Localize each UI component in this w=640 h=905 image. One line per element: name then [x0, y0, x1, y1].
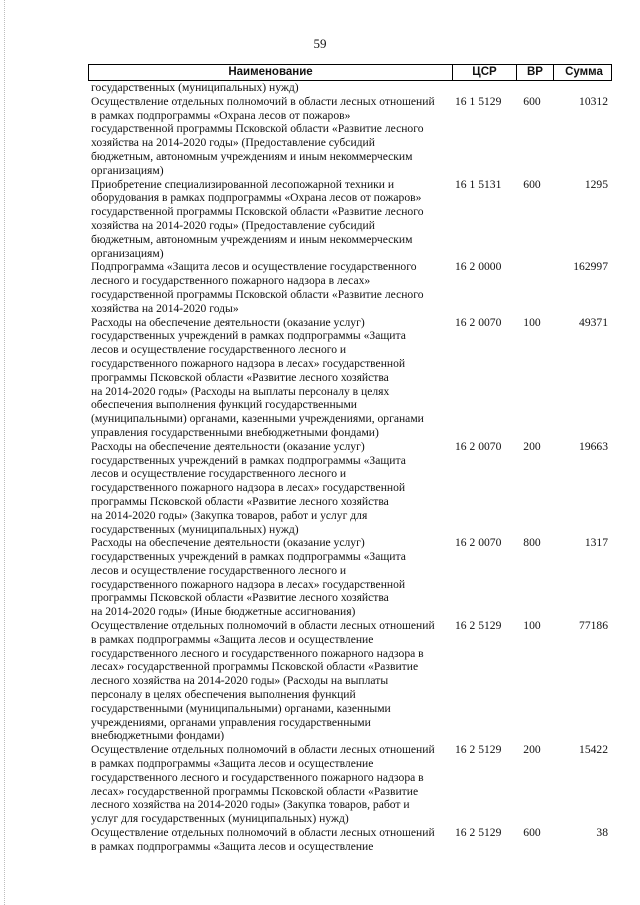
row-csr: 16 2 5129	[455, 619, 502, 633]
table-row	[88, 536, 612, 619]
row-vr: 800	[523, 536, 541, 550]
row-vr: 200	[523, 743, 541, 757]
row-sum: 77186	[579, 619, 608, 633]
row-csr: 16 2 5129	[455, 826, 502, 840]
row-csr: 16 2 0070	[455, 439, 502, 453]
row-vr: 100	[523, 619, 541, 633]
row-vr: 600	[523, 826, 541, 840]
row-sum: 49371	[579, 315, 608, 329]
row-name: Расходы на обеспечение деятельности (оказание услуг) государственных учреждений в рамках подпрограммы «Защита лесов и осуществление государственного лесного и государственного пожарного надзора в лесах» государственной программы Псковской области «Развитие лесного хозяйства на 2014-2020 годы» (Расходы на выплаты персоналу в целях обеспечения выполнения функций государственными (муниципальными) органами, казенными учреждениями, органами управления государственными внебюджетными фондами)	[91, 315, 424, 439]
row-sum: 1317	[584, 536, 608, 550]
row-sum	[550, 81, 610, 95]
row-vr	[514, 81, 550, 95]
row-vr: 200	[523, 439, 541, 453]
table-row	[88, 826, 612, 854]
row-name: Осуществление отдельных полномочий в области лесных отношений в рамках подпрограммы «Защита лесов и осуществление	[91, 826, 435, 853]
row-vr: 600	[523, 94, 541, 108]
table-row	[88, 619, 612, 743]
table-row	[88, 440, 612, 537]
table-row	[88, 178, 612, 261]
row-csr: 16 2 0070	[455, 315, 502, 329]
row-sum: 1295	[584, 177, 608, 191]
row-sum: 19663	[579, 439, 608, 453]
row-csr: 16 1 5131	[455, 177, 502, 191]
table-header	[88, 64, 612, 81]
row-name: Подпрограмма «Защита лесов и осуществление государственного лесного и государственного пожарного надзора в лесах» государственной программы Псковской области «Развитие лесного хозяйства на 2014-2020 годы»	[91, 260, 424, 315]
row-vr: 600	[523, 177, 541, 191]
page-number: 59	[313, 36, 327, 51]
table-row	[88, 95, 612, 178]
row-sum: 162997	[573, 260, 608, 274]
row-csr	[451, 81, 514, 95]
row-name: Расходы на обеспечение деятельности (оказание услуг) государственных учреждений в рамках подпрограммы «Защита лесов и осуществление государственного лесного и государственного пожарного надзора в лесах» государственной программы Псковской области «Развитие лесного хозяйства на 2014-2020 годы» (Иные бюджетные ассигнования)	[91, 536, 406, 619]
header-csr: ЦСР	[452, 65, 516, 80]
row-name: Осуществление отдельных полномочий в области лесных отношений в рамках подпрограммы «Охрана лесов от пожаров» государственной программы Псковской области «Развитие лесного хозяйства на 2014-2020 годы» (Предоставление субсидий бюджетным, автономным учреждениям и иным некоммерческим организациям)	[91, 94, 435, 177]
row-vr	[514, 260, 550, 315]
table-row	[88, 743, 612, 826]
row-csr: 16 2 5129	[455, 743, 502, 757]
row-csr: 16 1 5129	[455, 94, 502, 108]
header-name: Наименование	[228, 66, 313, 78]
row-sum: 10312	[579, 94, 608, 108]
header-vr: ВР	[516, 65, 553, 80]
table-row	[88, 316, 612, 440]
row-name: Осуществление отдельных полномочий в области лесных отношений в рамках подпрограммы «Защита лесов и осуществление государственного лесного и государственного пожарного надзора в лесах» государственной программы Псковской области «Развитие лесного хозяйства на 2014-2020 годы» (Расходы на выплаты персоналу в целях обеспечения выполнения функций государственными (муниципальными) органами, казенными учреждениями, органами управления государственными внебюджетными фондами)	[91, 619, 435, 743]
row-sum: 38	[596, 826, 608, 840]
row-name: Приобретение специализированной лесопожарной техники и оборудования в рамках подпрограммы «Охрана лесов от пожаров» государственной программы Псковской области «Развитие лесного хозяйства на 2014-2020 годы» (Предоставление субсидий бюджетным, автономным учреждениям и иным некоммерческим организациям)	[91, 177, 424, 260]
row-name: Осуществление отдельных полномочий в области лесных отношений в рамках подпрограммы «Защита лесов и осуществление государственного лесного и государственного пожарного надзора в лесах» государственной программы Псковской области «Развитие лесного хозяйства на 2014-2020 годы» (Закупка товаров, работ и услуг для государственных (муниципальных) нужд)	[91, 743, 435, 826]
row-sum: 15422	[579, 743, 608, 757]
table-row	[88, 81, 612, 95]
row-name: государственных (муниципальных) нужд)	[91, 81, 299, 94]
row-vr: 100	[523, 315, 541, 329]
header-sum: Сумма	[553, 65, 614, 80]
table-row	[88, 260, 612, 315]
scan-margin-line	[4, 0, 5, 905]
row-csr: 16 2 0070	[455, 536, 502, 550]
row-csr: 16 2 0000	[455, 260, 502, 274]
budget-table	[88, 64, 612, 854]
row-name: Расходы на обеспечение деятельности (оказание услуг) государственных учреждений в рамках подпрограммы «Защита лесов и осуществление государственного лесного и государственного пожарного надзора в лесах» государственной программы Псковской области «Развитие лесного хозяйства на 2014-2020 годы» (Закупка товаров, работ и услуг для государственных (муниципальных) нужд)	[91, 439, 406, 536]
